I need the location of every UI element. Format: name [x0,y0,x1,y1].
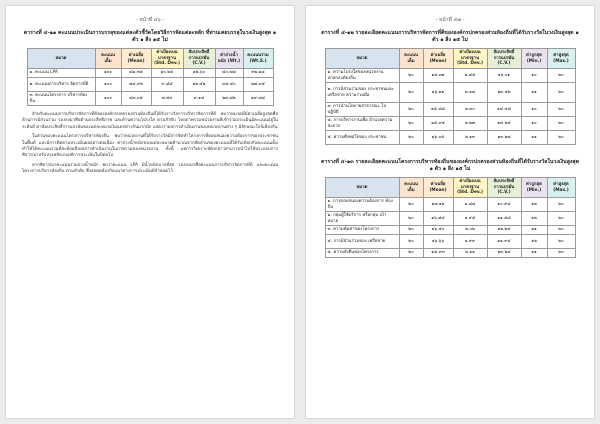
row-sd: ๒.๑๓ [453,131,487,145]
row-full: ๑๐๐ [95,78,121,92]
page-number: - หน้าที่ ๔๖ - [135,17,165,23]
row-min: ๑๑ [521,249,547,258]
column-header-wscore: คะแนนรวม (Wt.S.) [243,49,273,69]
column-header-full: คะแนน เต็ม [95,49,121,69]
paragraph: หากพิจารณาคะแนนรวมถ่วงน้ำหนัก พบว่าคะแนน LPA มีน้ำหนักมากที่สุด รองลงมาคือคะแนนการบริหารจัดการที่ดี และคะแนนโครงการบริหารท้องถิ่น ตามลำดับ ซึ่งสอดคล้องกับแนวทางการประเมินที่กำหนดไว้ [22,162,278,175]
page-number: - หน้าที่ ๔๗ - [435,17,465,23]
column-header-item: หมวด [325,49,399,69]
row-weight: ๓๕.๔๐ [215,78,243,92]
row-max: ๒๐ [547,249,575,258]
row-full: ๒๐ [399,103,423,117]
row-wscore: ๒๗.๙๔ [243,78,273,92]
row-weight: ๔๐.๗๘ [215,69,243,78]
row-cv: ๑๒.๕๒ [183,78,215,92]
row-cv: ๑๓.๒๔ [487,249,521,258]
row-mean: ๘๓.๐๕ [121,92,151,106]
table-row [325,69,575,83]
row-cv: ๑๑.๕๘ [487,212,521,226]
row-mean: ๘๑.๓๕ [121,69,151,78]
row-item: ๒. การมีส่วนร่วมของ ประชาชนและเครือข่าย ความร่วมมือ [325,83,399,103]
row-cv: ๙.๑๔ [183,92,215,106]
row-cv: ๑๓.๕๒ [487,83,521,103]
row-cv: ๑๒.๒๔ [487,226,521,235]
row-min: ๑๑ [521,83,547,103]
body-text [22,112,278,176]
project-score-table [325,177,576,258]
column-header-weight: ค่าถ่วงน้ำหนัก (Wt.) [215,49,243,69]
score-table [27,48,274,106]
row-max: ๒๐ [547,198,575,212]
row-sd: ๒.๑๘ [453,83,487,103]
row-full: ๒๐ [399,212,423,226]
row-max: ๒๐ [547,103,575,117]
row-full: ๒๐ [399,117,423,131]
row-wscore: ๓๒.๑๘ [243,69,273,78]
row-mean: ๑๗.๑๒ [423,198,453,212]
row-mean: ๑๖.๕๐ [423,226,453,235]
table-row [325,103,575,117]
column-header-mean: ค่าเฉลี่ย (Mean) [423,178,453,198]
row-sd: ๑.๙๕ [453,212,487,226]
column-header-item: หมวด [325,178,399,198]
row-mean: ๗๘.๙๒ [121,78,151,92]
table-row [27,69,273,78]
column-header-item: หมวด [27,49,95,69]
row-sd: ๙.๘๘ [151,78,183,92]
column-header-mean: ค่าเฉลี่ย (Mean) [423,49,453,69]
row-mean: ๑๕.๓๑ [423,69,453,83]
row-item: ๑. คะแนน LPA [27,69,95,78]
row-cv: ๑๓.๒๗ [487,131,521,145]
row-max: ๒๐ [547,235,575,249]
table-row [325,212,575,226]
column-header-min: ค่าถูกสุด (Min.) [521,49,547,69]
column-header-full: คะแนน เต็ม [399,178,423,198]
row-full: ๑๐๐ [95,69,121,78]
table-title: ตารางที่ ๔-๑๒ รายละเอียดคะแนนการบริหารจัดการที่ดีขององค์กรปกครองส่วนท้องถิ่นที่ได้รับรางวัลในวงเงินสูงสุด ๑ ตัว ๑ สิ่ง ๑๕ ไม่ [321,30,579,43]
row-mean: ๑๖.๐๕ [423,131,453,145]
row-mean: ๑๕.๙๓ [423,249,453,258]
row-item: ๒. คะแนนการบริหาร จัดการที่ดี [27,78,95,92]
row-mean: ๑๕.๙๔ [423,117,453,131]
table-row [27,78,273,92]
table-row [325,198,575,212]
governance-score-table [325,48,576,145]
column-header-min: ค่าถูกสุด (Min.) [521,178,547,198]
row-max: ๒๐ [547,83,575,103]
row-cv: ๑๒.๖๐ [183,69,215,78]
column-header-cv: สัมประสิทธิ์ การแปรผัน (C.V.) [183,49,215,69]
row-cv: ๑๖.๐๑ [487,69,521,83]
row-full: ๒๐ [399,235,423,249]
row-item: ๑. การตอบสนองความต้องการ ท้องถิ่น [325,198,399,212]
row-cv: ๑๔.๒๔ [487,117,521,131]
table-row [325,235,575,249]
row-sd: ๗.๕๙ [151,92,183,106]
column-header-cv: สัมประสิทธิ์ การแปรผัน (C.V.) [487,49,521,69]
row-max: ๒๐ [547,131,575,145]
row-full: ๒๐ [399,131,423,145]
column-header-cv: สัมประสิทธิ์ การแปรผัน (C.V.) [487,178,521,198]
row-sd: ๒.๐๒ [453,226,487,235]
table-row [325,249,575,258]
row-full: ๒๐ [399,198,423,212]
row-min: ๑๒ [521,235,547,249]
row-full: ๒๐ [399,69,423,83]
table-row [325,117,575,131]
table-row [325,226,575,235]
row-max: ๒๐ [547,117,575,131]
row-sd: ๑.๙๙ [453,235,487,249]
row-min: ๑๐ [521,117,547,131]
row-cv: ๑๐.๙๘ [487,198,521,212]
paragraph: ในส่วนของคะแนนโครงการบริหารท้องถิ่น พบว่าหน่วยงานที่ได้รับรางวัลมีการจัดทำโครงการที่ตอบสนองความต้องการของประชาชนในพื้นที่ และมีการติดตามประเมินผลอย่างต่อเนื่อง ค่าถ่วงน้ำหนักของแต่ละหมวดคำนวณจากสัดส่วนของคะแนนที่ได้รับเทียบกับคะแนนเต็ม ทำให้ได้คะแนนรวมที่สะท้อนถึงผลการดำเนินงานในภาพรวมของหน่วยงาน ทั้งนี้ ผลการวิเคราะห์ดังกล่าวสามารถนำไปใช้ประกอบการพิจารณาปรับปรุงหลักเกณฑ์การประเมินในปีต่อไป [22,134,278,159]
row-full: ๒๐ [399,226,423,235]
column-header-sd: ค่าเบี่ยงเบน มาตรฐาน (Std. Dev.) [151,49,183,69]
row-wscore: ๑๙.๗๘ [243,92,273,106]
column-header-sd: ค่าเบี่ยงเบน มาตรฐาน (Std. Dev.) [453,178,487,198]
row-sd: ๑๐.๒๕ [151,69,183,78]
row-mean: ๑๖.๖๖ [423,235,453,249]
row-full: ๒๐ [399,83,423,103]
left-page [6,6,294,418]
row-item: ๕. ความยั่งยืนของโครงการ [325,249,399,258]
row-item: ๓. คะแนนโครงการ บริหารท้องถิ่น [27,92,95,106]
row-max: ๒๐ [547,226,575,235]
column-header-max: ค่าสูงสุด (Max.) [547,178,575,198]
row-item: ๓. ความคุ้มค่าของโครงการ [325,226,399,235]
row-item: ๔. การมีส่วนร่วมของ เครือข่าย [325,235,399,249]
row-min: ๑๒ [521,198,547,212]
right-page [306,6,594,418]
row-sd: ๒.๔๕ [453,69,487,83]
column-header-full: คะแนน เต็ม [399,49,423,69]
table-title: ตารางที่ ๔-๑๓ รายละเอียดคะแนนโครงการบริหารท้องถิ่นขององค์กรปกครองส่วนท้องถิ่นที่ได้รับรางวัลในวงเงินสูงสุด ๑ ตัว ๑ สิ่ง ๑๕ ไม่ [321,159,579,172]
row-cv: ๑๑.๙๔ [487,235,521,249]
row-min: ๑๐ [521,103,547,117]
row-full: ๒๐ [399,249,423,258]
row-mean: ๑๖.๑๒ [423,83,453,103]
row-weight: ๒๓.๘๒ [215,92,243,106]
row-min: ๑๒ [521,212,547,226]
table-title: ตารางที่ ๔-๑๑ คะแนนประเมินการบรรลุของแต่ละตัวชี้วัดโดยวิธีการจัดแต่ละหลัก ที่ท่านเคยบรรลุในวงเงินสูงสุด ๑ ตัว ๑ สิ่ง ๑๕ ไม่ [23,30,277,43]
row-sd: ๒.๒๗ [453,117,487,131]
row-min: ๑๑ [521,226,547,235]
paragraph: สำหรับคะแนนการบริหารจัดการที่ดีขององค์กรปกครองส่วนท้องถิ่นที่ได้รับรางวัลการบริหารจัดการที่ดี พบว่าหมวดที่มีค่าเฉลี่ยสูงสุดคือด้านการมีส่วนร่วม รองลงมาคือด้านประสิทธิภาพ และด้านความโปร่งใส ตามลำดับ โดยภาพรวมหน่วยงานที่เข้าร่วมประเมินมีคะแนนอยู่ในระดับดี ค่าสัมประสิทธิ์การแปรผันของแต่ละหมวดไม่แตกต่างกันมากนัก แสดงว่าผลการดำเนินงานของหน่วยงานต่าง ๆ มีลักษณะใกล้เคียงกัน [22,112,278,130]
row-sd: ๒.๓๐ [453,103,487,117]
row-cv: ๑๔.๔๘ [487,103,521,117]
table-header-row [325,178,575,198]
column-header-sd: ค่าเบี่ยงเบน มาตรฐาน (Std. Dev.) [453,49,487,69]
row-full: ๑๐๐ [95,92,121,106]
row-item: ๔. การบริหารงานเพื่อ อำนวยความสะดวก [325,117,399,131]
row-item: ๕. ความพึงพอใจของ ประชาชน [325,131,399,145]
row-mean: ๑๖.๘๔ [423,212,453,226]
row-mean: ๑๕.๘๘ [423,103,453,117]
table-row [27,92,273,106]
row-min: ๑๑ [521,131,547,145]
row-min: ๑๐ [521,69,547,83]
row-max: ๒๐ [547,69,575,83]
row-item: ๒. กลุ่มผู้ใช้บริการ หรือกลุ่ม เป้าหมาย [325,212,399,226]
row-item: ๓. การนำนโยบายสาธารณะ ไปปฏิบัติ [325,103,399,117]
column-header-mean: ค่าเฉลี่ย (Mean) [121,49,151,69]
row-item: ๑. ความโปร่งใสของหน่วยงาน ปกครองท้องถิ่น [325,69,399,83]
row-max: ๒๐ [547,212,575,226]
row-sd: ๑.๘๘ [453,198,487,212]
table-row [325,83,575,103]
table-header-row [325,49,575,69]
column-header-max: ค่าสูงสุด (Max.) [547,49,575,69]
table-header-row [27,49,273,69]
table-row [325,131,575,145]
row-sd: ๒.๑๑ [453,249,487,258]
